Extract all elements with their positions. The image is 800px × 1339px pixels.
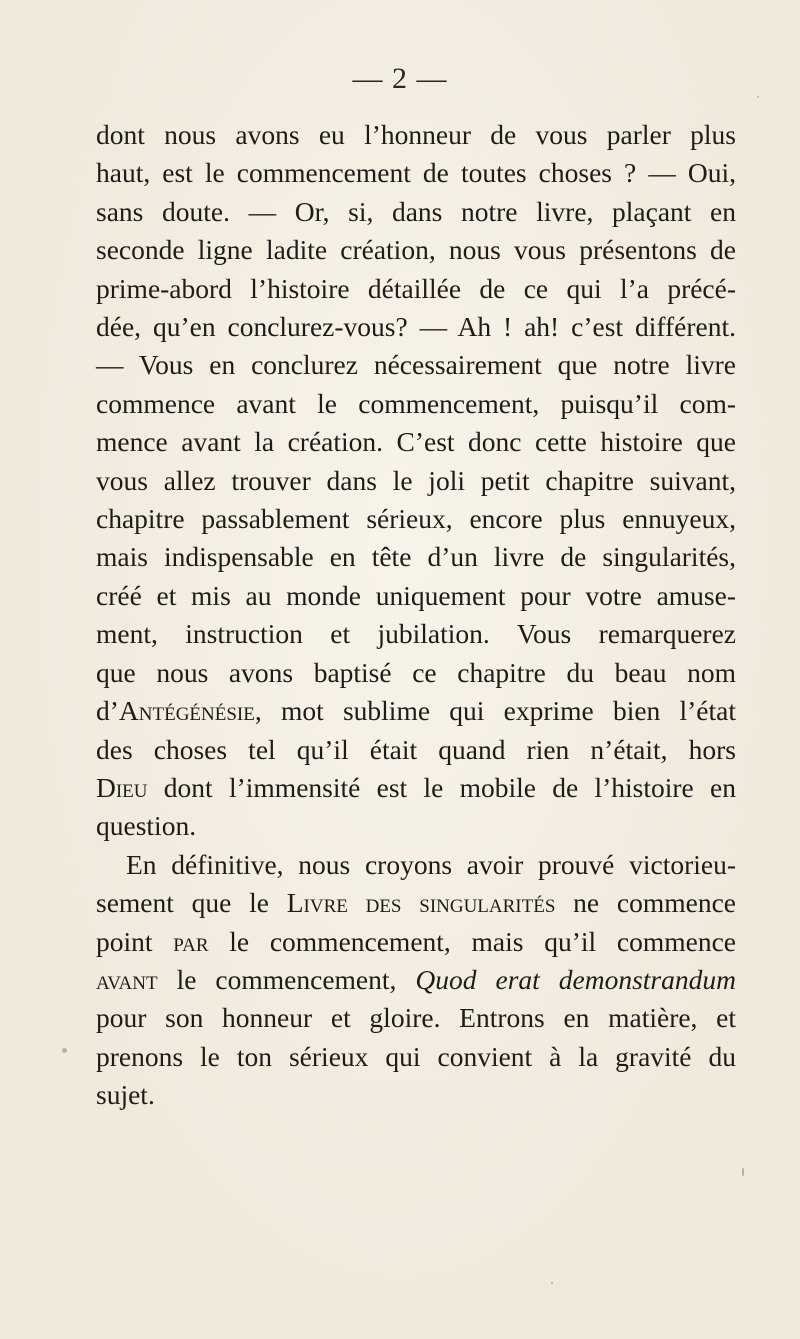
small-caps-text: Antégénésie [118, 695, 255, 727]
text-segment: commence avant le commencement, puisqu’il com- [96, 387, 736, 419]
small-caps-text: Dieu [96, 771, 148, 803]
text-line [96, 769, 736, 807]
text-line [96, 500, 736, 538]
text-line [96, 961, 736, 999]
text-segment: que nous avons baptisé ce chapitre du beau nom [96, 656, 736, 688]
text-segment: d’ [96, 695, 119, 727]
text-segment: sement que le [96, 887, 287, 919]
text-line [96, 846, 736, 884]
text-line [96, 193, 736, 231]
paper-speck [62, 1048, 67, 1053]
text-line [96, 807, 736, 845]
text-segment: En définitive, nous croyons avoir prouvé victorieu- [126, 848, 736, 880]
text-segment: prenons le ton sérieux qui convient à la gravité du [96, 1040, 736, 1072]
paper-speck [757, 96, 759, 98]
text-line [96, 154, 736, 192]
text-segment: dée, qu’en conclurez-vous? — Ah ! ah! c’est différent. [96, 311, 736, 343]
text-segment: seconde ligne ladite création, nous vous présentons de [96, 234, 736, 266]
text-segment: le commencement, [157, 963, 416, 995]
text-segment: mais indispensable en tête d’un livre de singularités, [96, 541, 736, 573]
text-line [96, 615, 736, 653]
text-segment: sans doute. — Or, si, dans notre livre, plaçant en [96, 195, 736, 227]
text-line [96, 538, 736, 576]
text-segment: point [96, 925, 174, 957]
small-caps-text: Livre des singularités [286, 887, 556, 919]
text-line [96, 999, 736, 1037]
text-line [96, 270, 736, 308]
text-segment: le commencement, mais qu’il commence [208, 925, 737, 957]
text-line [96, 923, 736, 961]
text-segment: des choses tel qu’il était quand rien n’était, hors [96, 733, 736, 765]
text-line [96, 346, 736, 384]
text-line [96, 1076, 736, 1114]
text-segment: vous allez trouver dans le joli petit chapitre suivant, [96, 464, 736, 496]
text-line [96, 385, 736, 423]
text-line [96, 692, 736, 730]
italic-text: Quod erat demonstrandum [415, 963, 736, 995]
text-segment: , mot sublime qui exprime bien l’état [254, 695, 736, 727]
paper-speck [742, 1168, 744, 1176]
text-segment: créé et mis au monde uniquement pour votre amuse- [96, 579, 736, 611]
text-line [96, 654, 736, 692]
text-line [96, 462, 736, 500]
text-line [96, 884, 736, 922]
paper-speck [551, 1282, 553, 1284]
text-segment: question. [96, 810, 197, 842]
text-segment: sujet. [96, 1079, 155, 1111]
text-segment: mence avant la création. C’est donc cette histoire que [96, 426, 736, 458]
small-caps-text: par [173, 925, 209, 957]
body-text [96, 116, 736, 1115]
text-segment: ment, instruction et jubilation. Vous remarquerez [96, 618, 736, 650]
text-line [96, 731, 736, 769]
text-segment: — Vous en conclurez nécessairement que notre livre [96, 349, 736, 381]
text-segment: chapitre passablement sérieux, encore plus ennuyeux, [96, 503, 736, 535]
text-segment: dont l’immensité est le mobile de l’histoire en [147, 771, 736, 803]
text-line [96, 423, 736, 461]
text-line [96, 577, 736, 615]
text-line [96, 308, 736, 346]
text-line [96, 116, 736, 154]
text-line [96, 231, 736, 269]
page-number: — 2 — [352, 62, 448, 95]
text-segment: pour son honneur et gloire. Entrons en matière, et [96, 1002, 736, 1034]
text-line [96, 1038, 736, 1076]
text-segment: haut, est le commencement de toutes choses ? — Oui, [96, 157, 736, 189]
text-segment: ne commence [555, 887, 736, 919]
small-caps-text: avant [96, 963, 158, 995]
text-segment: prime-abord l’histoire détaillée de ce qui l’a précé- [96, 272, 736, 304]
text-segment: dont nous avons eu l’honneur de vous parler plus [96, 119, 736, 150]
